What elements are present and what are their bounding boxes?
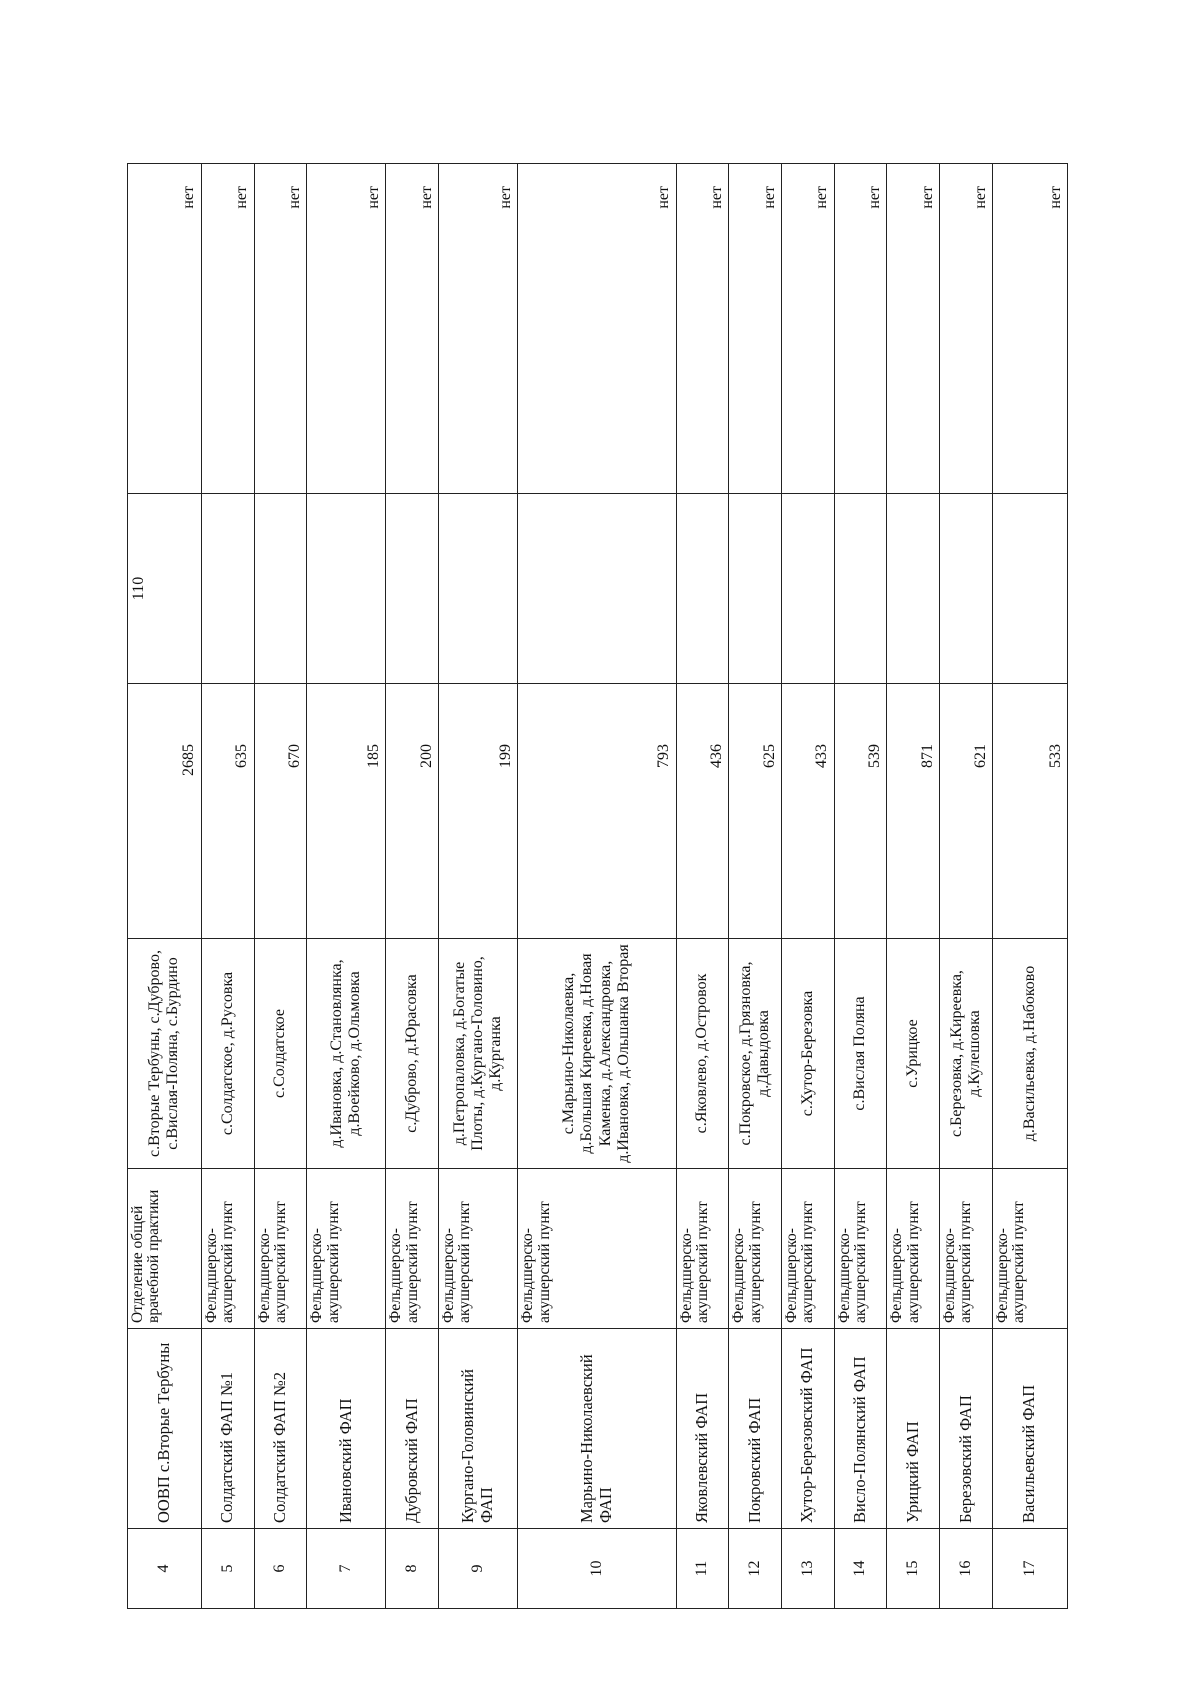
flag-cell: нет	[201, 164, 254, 494]
distance-cell	[201, 494, 254, 684]
table-row	[887, 164, 940, 1609]
facility-type-cell: Отделение общей врачебной практики	[128, 1169, 202, 1329]
rotated-table-page	[127, 164, 1068, 1609]
facility-name-cell: Хутор-Березовский ФАП	[781, 1329, 834, 1529]
facility-type-cell: Фельдшерско-акушерский пункт	[992, 1169, 1067, 1329]
table-row	[729, 164, 782, 1609]
population-cell: 433	[781, 684, 834, 939]
facility-type-cell: Фельдшерско-акушерский пункт	[386, 1169, 439, 1329]
distance-cell	[834, 494, 887, 684]
facility-type-cell: Фельдшерско-акушерский пункт	[676, 1169, 729, 1329]
facility-name-cell: Дубровский ФАП	[386, 1329, 439, 1529]
facility-type-cell: Фельдшерско-акушерский пункт	[940, 1169, 993, 1329]
population-cell: 185	[307, 684, 386, 939]
facilities-table	[127, 163, 1068, 1609]
facility-name-cell: Кургано-Головинский ФАП	[439, 1329, 518, 1529]
population-cell: 621	[940, 684, 993, 939]
facility-name-cell: Марьино-Николаевский ФАП	[518, 1329, 676, 1529]
facility-type-cell: Фельдшерско-акушерский пункт	[518, 1169, 676, 1329]
population-cell: 635	[201, 684, 254, 939]
population-cell: 2685	[128, 684, 202, 939]
population-cell: 793	[518, 684, 676, 939]
population-cell: 871	[887, 684, 940, 939]
facility-type-cell: Фельдшерско-акушерский пункт	[307, 1169, 386, 1329]
facility-name-cell: Васильевский ФАП	[992, 1329, 1067, 1529]
table-row	[307, 164, 386, 1609]
facility-type-cell: Фельдшерско-акушерский пункт	[781, 1169, 834, 1329]
population-cell: 670	[254, 684, 307, 939]
facility-type-cell: Фельдшерско-акушерский пункт	[729, 1169, 782, 1329]
flag-cell: нет	[676, 164, 729, 494]
flag-cell: нет	[386, 164, 439, 494]
distance-cell	[940, 494, 993, 684]
flag-cell: нет	[992, 164, 1067, 494]
facility-type-cell: Фельдшерско-акушерский пункт	[254, 1169, 307, 1329]
settlements-cell: с.Дуброво, д.Юрасовка	[386, 939, 439, 1169]
facility-type-cell: Фельдшерско-акушерский пункт	[834, 1169, 887, 1329]
distance-cell	[386, 494, 439, 684]
flag-cell: нет	[439, 164, 518, 494]
facility-name-cell: Яковлевский ФАП	[676, 1329, 729, 1529]
settlements-cell: д.Петропаловка, д.Богатые Плоты, д.Кургано-Головино, д.Курганка	[439, 939, 518, 1169]
settlements-cell: с.Солдатское	[254, 939, 307, 1169]
flag-cell: нет	[729, 164, 782, 494]
flag-cell: нет	[128, 164, 202, 494]
distance-cell	[676, 494, 729, 684]
population-cell: 539	[834, 684, 887, 939]
row-number-cell: 7	[307, 1529, 386, 1609]
table-row	[128, 164, 202, 1609]
table-row	[201, 164, 254, 1609]
population-cell: 200	[386, 684, 439, 939]
table-row	[940, 164, 993, 1609]
settlements-cell: с.Яковлево, д.Островок	[676, 939, 729, 1169]
facility-name-cell: Ивановский ФАП	[307, 1329, 386, 1529]
settlements-cell: с.Урицкое	[887, 939, 940, 1169]
distance-cell: 110	[128, 494, 202, 684]
settlements-cell: с.Марьино-Николаевка, д.Большая Киреевка, д.Новая Каменка, д.Александровка, д.Ивановка, д.Ольшанка Вторая	[518, 939, 676, 1169]
facility-name-cell: Покровский ФАП	[729, 1329, 782, 1529]
row-number-cell: 15	[887, 1529, 940, 1609]
distance-cell	[254, 494, 307, 684]
row-number-cell: 4	[128, 1529, 202, 1609]
settlements-cell: д.Васильевка, д.Набоково	[992, 939, 1067, 1169]
flag-cell: нет	[940, 164, 993, 494]
table-row	[254, 164, 307, 1609]
facility-name-cell: ООВП с.Вторые Тербуны	[128, 1329, 202, 1529]
settlements-cell: с.Покровское, д.Грязновка, д.Давыдовка	[729, 939, 782, 1169]
distance-cell	[439, 494, 518, 684]
settlements-cell: д.Ивановка, д.Становлянка, д.Воейково, д.Ольмовка	[307, 939, 386, 1169]
facility-type-cell: Фельдшерско-акушерский пункт	[887, 1169, 940, 1329]
facility-name-cell: Березовский ФАП	[940, 1329, 993, 1529]
table-row	[781, 164, 834, 1609]
settlements-cell: с.Хутор-Березовка	[781, 939, 834, 1169]
row-number-cell: 12	[729, 1529, 782, 1609]
population-cell: 199	[439, 684, 518, 939]
row-number-cell: 16	[940, 1529, 993, 1609]
facility-name-cell: Солдатский ФАП №2	[254, 1329, 307, 1529]
distance-cell	[729, 494, 782, 684]
flag-cell: нет	[781, 164, 834, 494]
facility-name-cell: Солдатский ФАП №1	[201, 1329, 254, 1529]
facility-type-cell: Фельдшерско-акушерский пункт	[201, 1169, 254, 1329]
settlements-cell: с.Вислая Поляна	[834, 939, 887, 1169]
row-number-cell: 9	[439, 1529, 518, 1609]
distance-cell	[992, 494, 1067, 684]
row-number-cell: 6	[254, 1529, 307, 1609]
population-cell: 625	[729, 684, 782, 939]
settlements-cell: с.Вторые Тербуны, с.Дуброво, с.Вислая-Поляна, с.Бурдино	[128, 939, 202, 1169]
settlements-cell: с.Солдатское, д.Русовка	[201, 939, 254, 1169]
facility-type-cell: Фельдшерско-акушерский пункт	[439, 1169, 518, 1329]
table-row	[834, 164, 887, 1609]
row-number-cell: 13	[781, 1529, 834, 1609]
facility-name-cell: Урицкий ФАП	[887, 1329, 940, 1529]
row-number-cell: 8	[386, 1529, 439, 1609]
distance-cell	[781, 494, 834, 684]
table-row	[386, 164, 439, 1609]
distance-cell	[518, 494, 676, 684]
row-number-cell: 10	[518, 1529, 676, 1609]
row-number-cell: 11	[676, 1529, 729, 1609]
row-number-cell: 14	[834, 1529, 887, 1609]
distance-cell	[307, 494, 386, 684]
distance-cell	[887, 494, 940, 684]
table-row	[518, 164, 676, 1609]
row-number-cell: 17	[992, 1529, 1067, 1609]
facility-name-cell: Висло-Полянский ФАП	[834, 1329, 887, 1529]
flag-cell: нет	[254, 164, 307, 494]
flag-cell: нет	[518, 164, 676, 494]
flag-cell: нет	[834, 164, 887, 494]
flag-cell: нет	[307, 164, 386, 494]
flag-cell: нет	[887, 164, 940, 494]
table-row	[992, 164, 1067, 1609]
settlements-cell: с.Березовка, д.Киреевка, д.Кулешовка	[940, 939, 993, 1169]
row-number-cell: 5	[201, 1529, 254, 1609]
population-cell: 533	[992, 684, 1067, 939]
population-cell: 436	[676, 684, 729, 939]
table-row	[676, 164, 729, 1609]
table-row	[439, 164, 518, 1609]
